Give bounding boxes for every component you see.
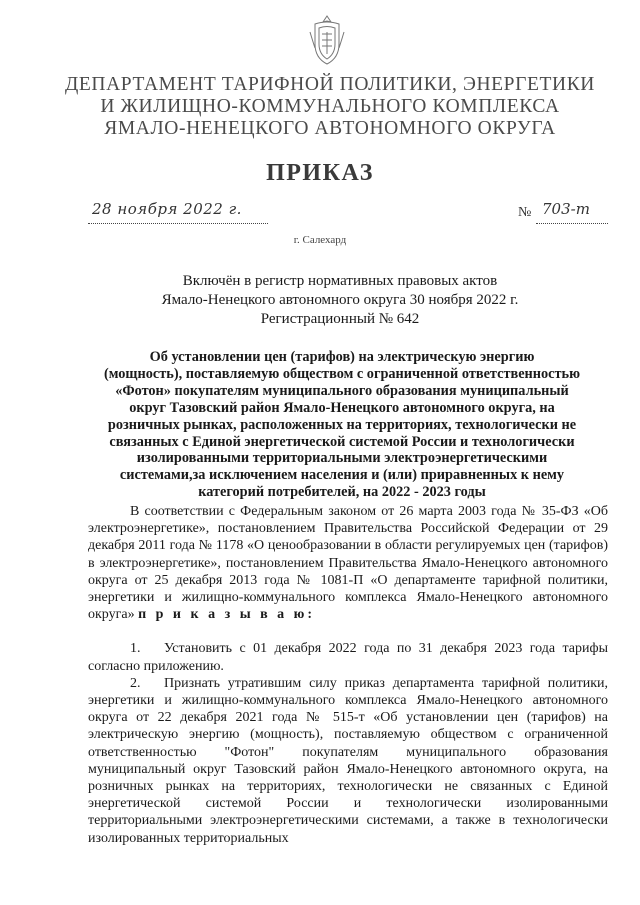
order-directive-word: п р и к а з ы в а ю: bbox=[138, 607, 316, 623]
number-label: № bbox=[518, 205, 532, 220]
subject-line: Об установлении цен (тарифов) на электрическую энергию bbox=[149, 349, 535, 365]
order-body bbox=[88, 503, 608, 847]
order-item bbox=[88, 640, 608, 674]
city: г. Салехард bbox=[293, 234, 347, 246]
subject-line: «Фотон» покупателям муниципального образования муниципальный bbox=[115, 382, 569, 399]
order-subject bbox=[82, 349, 602, 501]
handwritten-date: 28 ноября 2022 г. bbox=[92, 200, 242, 218]
subject-line: округ Тазовский район Ямало-Ненецкого автономного округа, на bbox=[129, 399, 555, 416]
department-line: ЯМАЛО-НЕНЕЦКОГО АВТОНОМНОГО ОКРУГА bbox=[104, 118, 556, 139]
subject-line: категорий потребителей, на 2022 - 2023 годы bbox=[198, 484, 486, 501]
document-type-title: ПРИКАЗ bbox=[266, 160, 374, 186]
department-line: ДЕПАРТАМЕНТ ТАРИФНОЙ ПОЛИТИКИ, ЭНЕРГЕТИКИ bbox=[65, 74, 595, 95]
item-text: Признать утратившим силу приказ департамента тарифной политики, энергетики и жилищно-коммунального комплекса Ямало-Ненецкого автономного округа от 22 декабря 2021 года № 515-т «Об установлении цен (тарифов) на электрическую энергию (мощность), поставляемую обществом с ограниченной ответственностью "Фотон" покупателям муниципального образования муниципальный округ Тазовский район Ямало-Ненецкого автономного округа, на розничных рынках на территориях, технологически не связанных с Единой энергетической системой России и технологически изолированными территориальными электроэнергетическими системами, а также в технологически изолированных территориальных bbox=[88, 675, 608, 846]
subject-line: системами,за исключением населения и (или) приравненных к нему bbox=[119, 467, 565, 484]
item-number: 1. bbox=[130, 641, 141, 657]
preamble-text: В соответствии с Федеральным законом от 26 марта 2003 года № 35-ФЗ «Об электроэнергетике», постановлением Правительства Российской Федерации от 29 декабря 2011 года № 1178 «О ценообразовании в области регулируемых цен (тарифов) в электроэнергетике», постановлением Правительства Ямало-Ненецкого автономного округа от 25 декабря 2013 года № 1081-П «О департаменте тарифной политики, энергетики и жилищно-коммунального комплекса Ямало-Ненецкого автономного округа» bbox=[88, 504, 608, 623]
subject-line: связанных с Единой энергетической системой России и технологически bbox=[109, 433, 575, 450]
item-text: Установить с 01 декабря 2022 года по 31 декабря 2023 года тарифы согласно приложению. bbox=[88, 641, 608, 674]
department-line: И ЖИЛИЩНО-КОММУНАЛЬНОГО КОМПЛЕКСА bbox=[100, 96, 560, 117]
item-number: 2. bbox=[130, 675, 141, 691]
registration-line: Ямало-Ненецкого автономного округа 30 ноября 2022 г. bbox=[161, 292, 519, 308]
registration-line: Регистрационный № 642 bbox=[260, 311, 420, 327]
registration-stamp-text bbox=[150, 272, 530, 329]
order-item bbox=[88, 675, 608, 847]
registration-line: Включён в регистр нормативных правовых актов bbox=[182, 273, 498, 289]
subject-line: розничных рынках, расположенных на территориях, технологически не bbox=[107, 416, 577, 433]
coat-of-arms-icon bbox=[307, 14, 347, 68]
handwritten-number: 703-т bbox=[542, 200, 590, 218]
subject-line: (мощность), поставляемую обществом с ограниченной ответственностью bbox=[103, 365, 581, 382]
preamble-paragraph bbox=[88, 503, 608, 623]
subject-line: изолированными территориальными электроэнергетическими bbox=[136, 450, 548, 467]
department-name bbox=[60, 74, 600, 140]
